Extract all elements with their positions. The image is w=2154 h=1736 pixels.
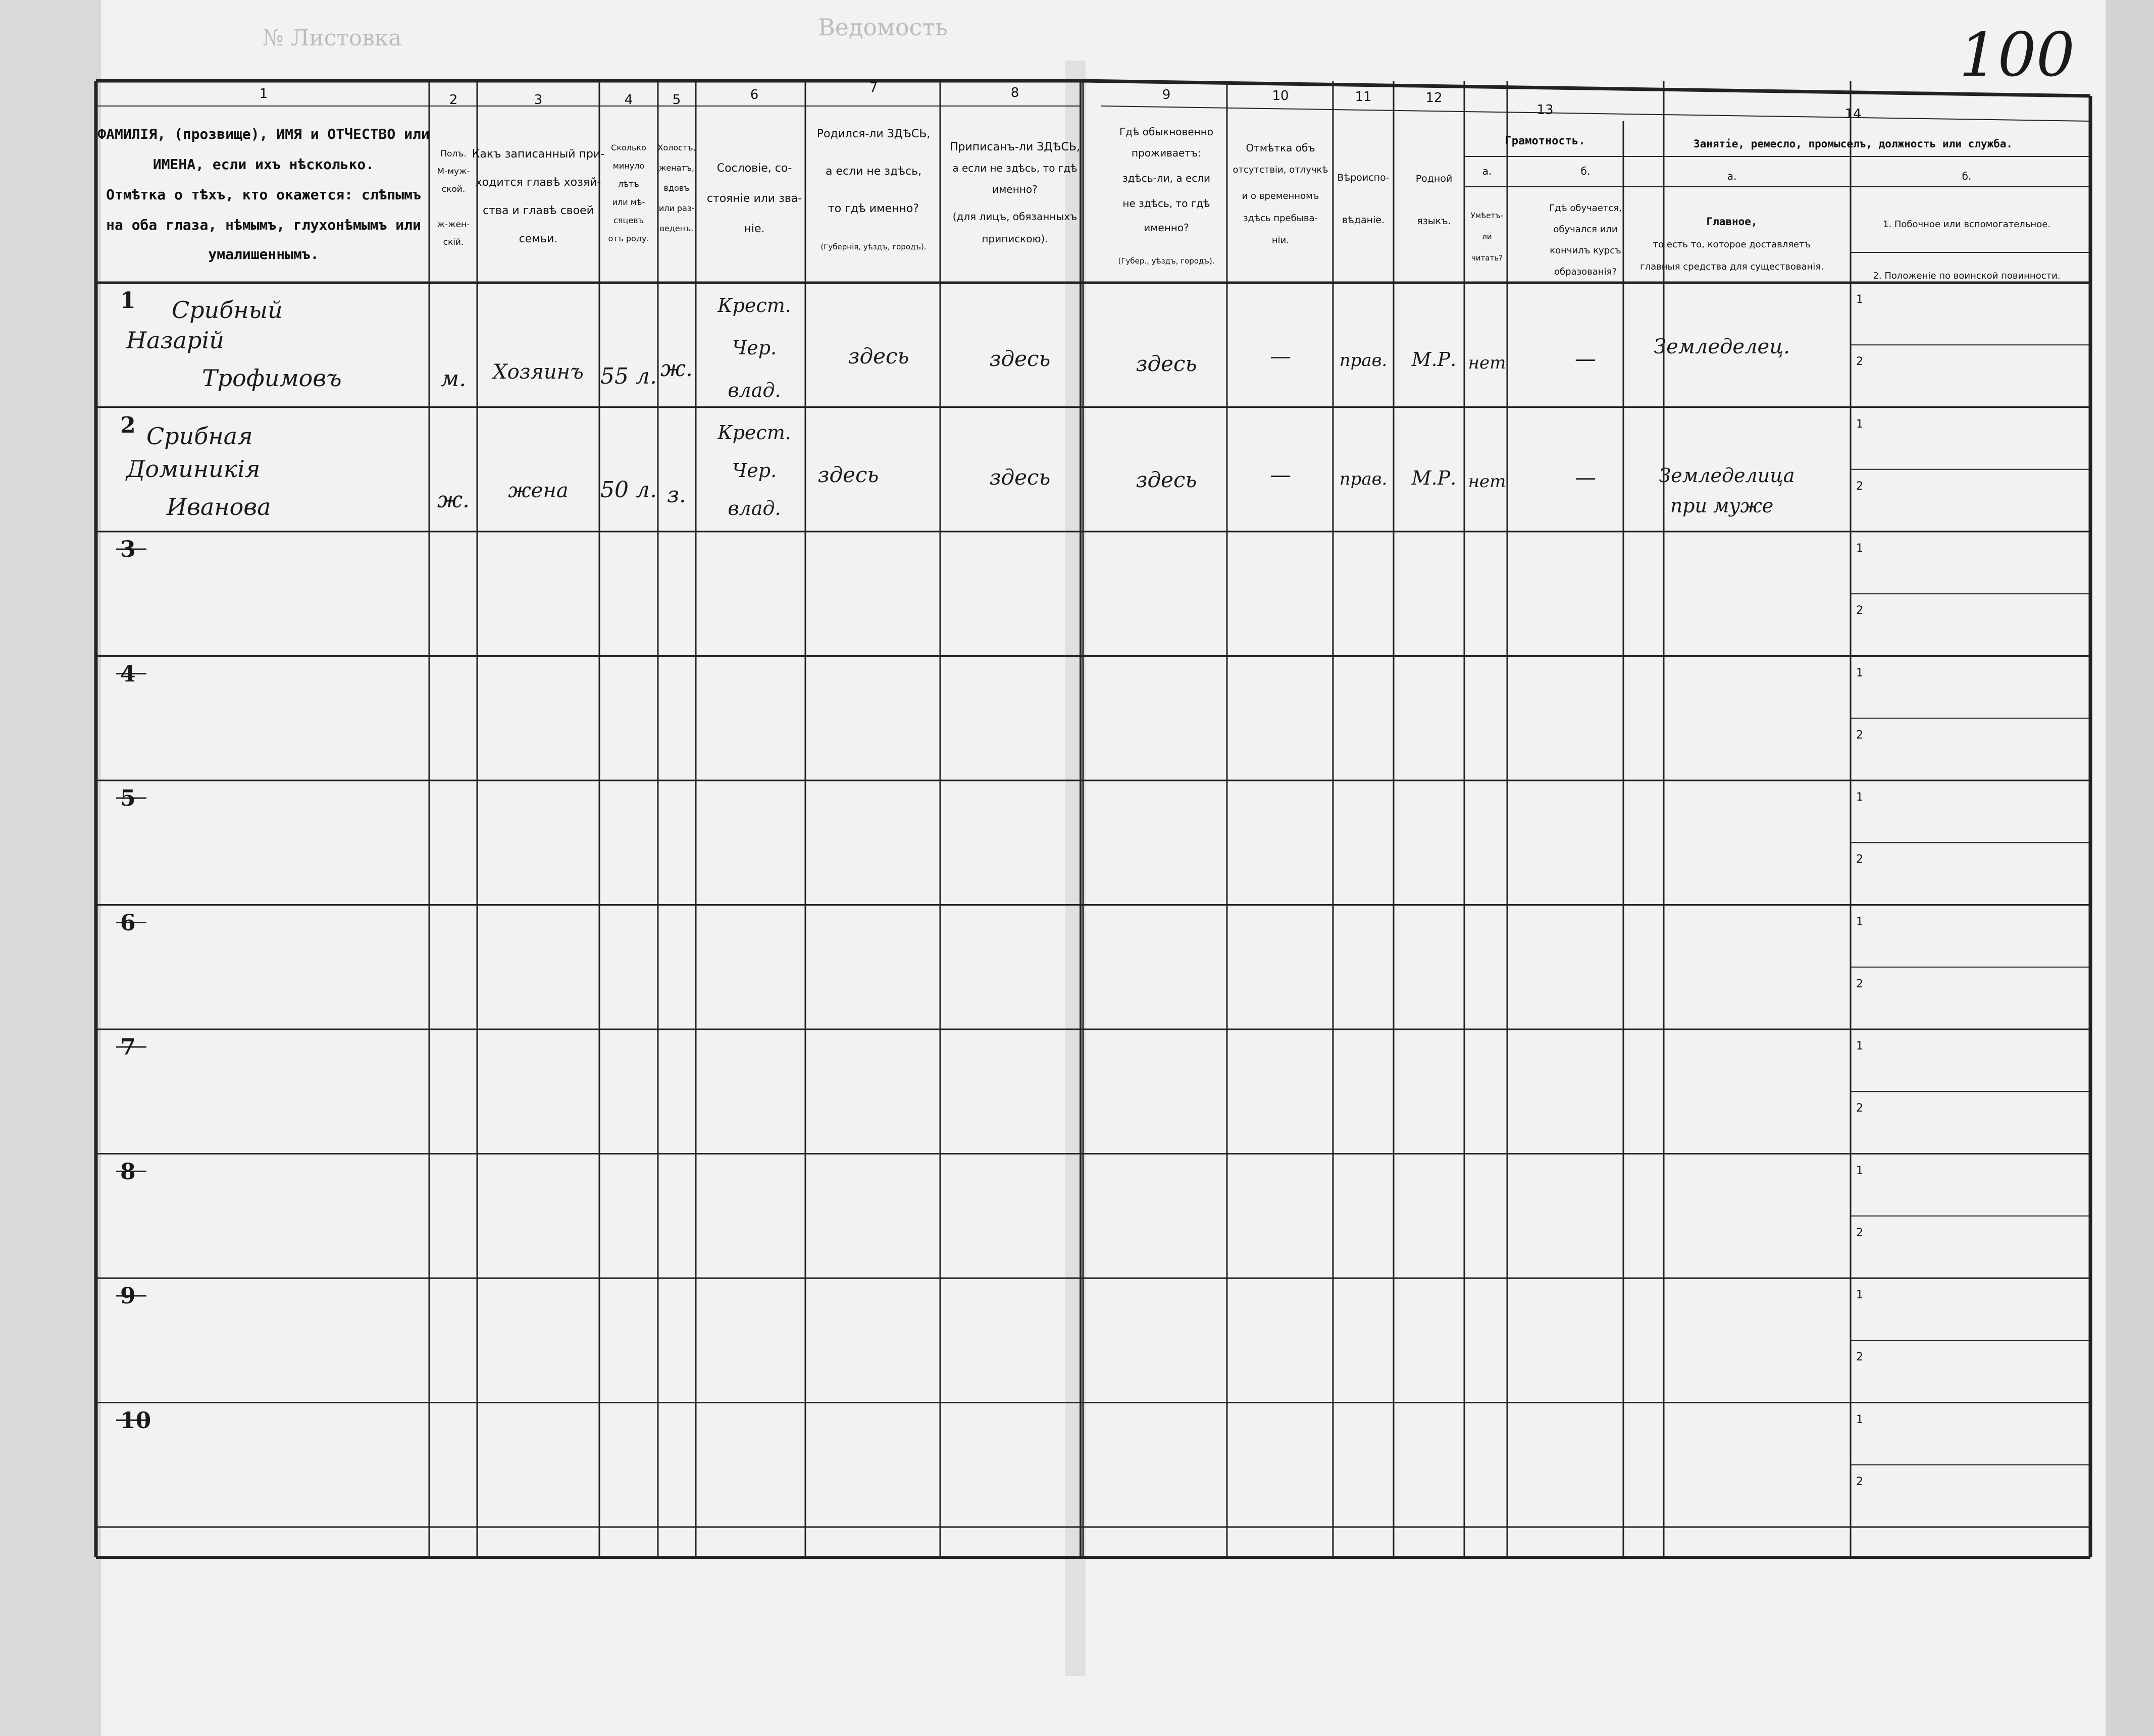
row-sub-label: 2 bbox=[1856, 480, 1863, 493]
column-number: 3 bbox=[534, 92, 543, 108]
surname: Срибная bbox=[146, 423, 253, 450]
relation: Хозяинъ bbox=[493, 360, 584, 384]
svg-text:ли: ли bbox=[1482, 232, 1492, 241]
row-number: 10 bbox=[120, 1408, 151, 1434]
main-occupation: при муже bbox=[1670, 495, 1774, 517]
svg-text:Гдѣ обыкновенно: Гдѣ обыкновенно bbox=[1119, 126, 1214, 138]
residence: здесь bbox=[1136, 467, 1197, 492]
sex: м. bbox=[440, 366, 467, 392]
svg-text:Холостъ,: Холостъ, bbox=[657, 143, 696, 152]
svg-text:или мѣ-: или мѣ- bbox=[612, 197, 645, 207]
column-number: 11 bbox=[1355, 89, 1372, 104]
svg-text:ніе.: ніе. bbox=[744, 223, 765, 235]
column-number: 12 bbox=[1425, 90, 1443, 106]
svg-text:а.: а. bbox=[1727, 170, 1737, 182]
svg-text:проживаетъ:: проживаетъ: bbox=[1132, 147, 1201, 159]
svg-text:не здѣсь, то гдѣ: не здѣсь, то гдѣ bbox=[1122, 197, 1210, 209]
estate-line: Чер. bbox=[732, 337, 777, 359]
left-page-edge bbox=[0, 0, 101, 1736]
education: — bbox=[1575, 346, 1596, 371]
row-sub-label: 1 bbox=[1856, 667, 1863, 679]
right-page-edge bbox=[2106, 0, 2154, 1736]
svg-text:читать?: читать? bbox=[1471, 253, 1503, 262]
column-number: 1 bbox=[259, 86, 268, 101]
patronymic: Трофимовъ bbox=[202, 364, 342, 392]
estate-line: влад. bbox=[728, 497, 781, 519]
svg-text:(Губернія, уѣздъ, городъ).: (Губернія, уѣздъ, городъ). bbox=[820, 242, 927, 251]
svg-text:ИМЕНА, если ихъ нѣсколько.: ИМЕНА, если ихъ нѣсколько. bbox=[152, 156, 375, 173]
svg-text:вдовъ: вдовъ bbox=[663, 183, 690, 193]
row-sub-label: 1 bbox=[1856, 1289, 1863, 1301]
row-number: 2 bbox=[120, 412, 136, 438]
svg-text:б.: б. bbox=[1580, 165, 1591, 177]
bleed-through-number: № Листовка bbox=[263, 25, 402, 51]
svg-text:а если не здѣсь, то гдѣ: а если не здѣсь, то гдѣ bbox=[952, 162, 1078, 174]
svg-text:главныя средства для существов: главныя средства для существованія. bbox=[1640, 261, 1824, 272]
row-sub-label: 1 bbox=[1856, 916, 1863, 928]
svg-text:Какъ записанный при-: Какъ записанный при- bbox=[472, 148, 605, 161]
row-sub-label: 1 bbox=[1856, 791, 1863, 804]
column-number: 6 bbox=[750, 87, 759, 102]
svg-text:Родился-ли ЗДѢСЬ,: Родился-ли ЗДѢСЬ, bbox=[816, 128, 931, 140]
column-number: 10 bbox=[1272, 88, 1289, 103]
svg-text:Родной: Родной bbox=[1415, 173, 1453, 184]
estate-line: Крест. bbox=[717, 422, 791, 444]
svg-text:Приписанъ-ли ЗДѢСЬ,: Приписанъ-ли ЗДѢСЬ, bbox=[950, 141, 1080, 153]
column-number: 13 bbox=[1536, 102, 1554, 118]
marital-status: з. bbox=[667, 482, 686, 508]
row-sub-label: 1 bbox=[1856, 1165, 1863, 1177]
row-number: 8 bbox=[120, 1159, 136, 1185]
svg-text:женатъ,: женатъ, bbox=[658, 163, 695, 173]
row-number: 1 bbox=[120, 288, 136, 313]
svg-text:минуло: минуло bbox=[612, 161, 645, 171]
row-sub-label: 2 bbox=[1856, 1351, 1863, 1363]
surname: Срибный bbox=[172, 296, 283, 324]
row-number: 6 bbox=[120, 910, 136, 936]
column-number: 5 bbox=[672, 92, 681, 108]
column-number: 8 bbox=[1010, 85, 1019, 100]
svg-text:а.: а. bbox=[1482, 165, 1492, 177]
svg-text:то гдѣ именно?: то гдѣ именно? bbox=[828, 202, 919, 215]
svg-text:здѣсь пребыва-: здѣсь пребыва- bbox=[1243, 213, 1318, 224]
svg-text:именно?: именно? bbox=[992, 183, 1038, 195]
svg-text:(Губер., уѣздъ, городъ).: (Губер., уѣздъ, городъ). bbox=[1118, 256, 1215, 266]
svg-text:веденъ.: веденъ. bbox=[659, 224, 694, 233]
svg-text:именно?: именно? bbox=[1144, 222, 1189, 234]
svg-text:Отмѣтка о тѣхъ, кто окажется:: Отмѣтка о тѣхъ, кто окажется: слѣпымъ bbox=[106, 186, 421, 203]
row-sub-label: 1 bbox=[1856, 1413, 1863, 1426]
svg-text:кончилъ курсъ: кончилъ курсъ bbox=[1550, 245, 1621, 256]
svg-text:ской.: ской. bbox=[441, 184, 466, 194]
column-number: 7 bbox=[869, 80, 878, 95]
svg-text:Грамотность.: Грамотность. bbox=[1505, 135, 1585, 147]
svg-text:отсутствіи, отлучкѣ: отсутствіи, отлучкѣ bbox=[1233, 165, 1328, 175]
estate-line: влад. bbox=[728, 379, 781, 401]
row-sub-label: 1 bbox=[1856, 1040, 1863, 1053]
bleed-through-title: Ведомость bbox=[818, 14, 948, 41]
main-occupation: Земледелец. bbox=[1654, 335, 1790, 358]
svg-text:Полъ.: Полъ. bbox=[440, 149, 467, 159]
registered-place: здесь bbox=[989, 346, 1051, 371]
svg-text:сяцевъ: сяцевъ bbox=[613, 216, 644, 225]
sex: ж. bbox=[437, 487, 470, 513]
patronymic: Иванова bbox=[167, 493, 271, 520]
svg-text:ФАМИЛІЯ, (прозвище), ИМЯ и ОТЧ: ФАМИЛІЯ, (прозвище), ИМЯ и ОТЧЕСТВО или bbox=[97, 126, 430, 142]
svg-text:Отмѣтка объ: Отмѣтка объ bbox=[1246, 142, 1315, 154]
native-language: М.Р. bbox=[1411, 467, 1457, 489]
svg-text:Гдѣ обучается,: Гдѣ обучается, bbox=[1549, 203, 1622, 214]
row-sub-label: 1 bbox=[1856, 293, 1863, 306]
given-name: Назарій bbox=[126, 327, 224, 354]
svg-text:Занятіе, ремесло, промыселъ, д: Занятіе, ремесло, промыселъ, должность или служба. bbox=[1693, 138, 2013, 150]
row-number: 4 bbox=[120, 661, 136, 687]
row-sub-label: 1 bbox=[1856, 542, 1863, 555]
row-sub-label: 2 bbox=[1856, 355, 1863, 368]
birthplace: здесь bbox=[848, 344, 909, 369]
svg-text:(для лицъ, обязанныхъ: (для лицъ, обязанныхъ bbox=[952, 211, 1078, 223]
row-sub-label: 2 bbox=[1856, 729, 1863, 742]
svg-text:Главное,: Главное, bbox=[1706, 216, 1758, 228]
age: 55 л. bbox=[600, 363, 657, 389]
svg-text:то есть то, которое доставляет: то есть то, которое доставляетъ bbox=[1653, 239, 1811, 250]
svg-text:Умѣетъ-: Умѣетъ- bbox=[1470, 211, 1504, 220]
estate-line: Чер. bbox=[732, 459, 777, 482]
svg-text:стояніе или зва-: стояніе или зва- bbox=[706, 192, 802, 205]
svg-text:семьи.: семьи. bbox=[519, 233, 558, 245]
absence-note: — bbox=[1270, 344, 1291, 369]
svg-text:лѣтъ: лѣтъ bbox=[618, 179, 639, 189]
row-sub-label: 2 bbox=[1856, 604, 1863, 617]
estate-line: Крест. bbox=[717, 294, 791, 317]
svg-text:образованія?: образованія? bbox=[1554, 267, 1617, 277]
svg-text:здѣсь-ли, а если: здѣсь-ли, а если bbox=[1122, 172, 1211, 184]
age: 50 л. bbox=[600, 477, 657, 503]
row-number: 9 bbox=[120, 1283, 136, 1309]
row-sub-label: 1 bbox=[1856, 418, 1863, 431]
religion: прав. bbox=[1339, 350, 1388, 371]
row-number: 7 bbox=[120, 1034, 136, 1060]
religion: прав. bbox=[1339, 469, 1388, 489]
can-read: нет bbox=[1468, 471, 1506, 492]
svg-text:и о временномъ: и о временномъ bbox=[1242, 191, 1319, 201]
native-language: М.Р. bbox=[1411, 348, 1457, 371]
svg-text:ходится главѣ хозяй-: ходится главѣ хозяй- bbox=[475, 176, 601, 189]
birthplace: здесь bbox=[817, 462, 879, 487]
svg-text:а если не здѣсь,: а если не здѣсь, bbox=[825, 165, 922, 178]
svg-text:Сколько: Сколько bbox=[611, 143, 646, 152]
column-number: 9 bbox=[1162, 87, 1171, 102]
svg-text:умалишеннымъ.: умалишеннымъ. bbox=[208, 246, 319, 262]
row-number: 3 bbox=[120, 537, 136, 562]
marital-status: ж. bbox=[660, 356, 693, 382]
svg-text:б.: б. bbox=[1962, 170, 1972, 182]
svg-text:припискою).: припискою). bbox=[982, 233, 1048, 245]
svg-text:ж-жен-: ж-жен- bbox=[437, 220, 470, 230]
column-number: 2 bbox=[449, 92, 458, 108]
svg-text:ства и главѣ своей: ства и главѣ своей bbox=[483, 204, 594, 217]
svg-text:обучался или: обучался или bbox=[1553, 224, 1618, 235]
row-sub-label: 2 bbox=[1856, 853, 1863, 866]
main-occupation: Земледелица bbox=[1659, 464, 1795, 487]
relation: жена bbox=[508, 479, 569, 502]
row-sub-label: 2 bbox=[1856, 1476, 1863, 1488]
svg-text:языкъ.: языкъ. bbox=[1417, 216, 1451, 227]
svg-text:или раз-: или раз- bbox=[658, 203, 695, 213]
svg-text:ніи.: ніи. bbox=[1271, 235, 1290, 246]
svg-text:2. Положеніе по воинской повин: 2. Положеніе по воинской повинности. bbox=[1873, 271, 2061, 281]
residence: здесь bbox=[1136, 351, 1197, 376]
education: — bbox=[1575, 465, 1596, 490]
svg-text:Вѣроиспо-: Вѣроиспо- bbox=[1337, 172, 1390, 183]
column-number: 14 bbox=[1844, 107, 1862, 122]
svg-text:скій.: скій. bbox=[443, 237, 464, 247]
row-sub-label: 2 bbox=[1856, 978, 1863, 990]
column-number: 4 bbox=[624, 92, 633, 108]
svg-text:Сословіе, со-: Сословіе, со- bbox=[716, 162, 792, 175]
row-sub-label: 2 bbox=[1856, 1102, 1863, 1115]
row-number: 5 bbox=[120, 785, 136, 811]
absence-note: — bbox=[1270, 462, 1291, 487]
svg-text:отъ роду.: отъ роду. bbox=[608, 234, 649, 243]
svg-text:М-муж-: М-муж- bbox=[437, 167, 470, 177]
svg-text:вѣданіе.: вѣданіе. bbox=[1342, 215, 1385, 226]
can-read: нет bbox=[1468, 353, 1506, 373]
svg-text:1. Побочное или вспомогательно: 1. Побочное или вспомогательное. bbox=[1882, 219, 2051, 230]
registered-place: здесь bbox=[989, 465, 1051, 490]
page-number: 100 bbox=[1959, 20, 2075, 90]
svg-text:на оба глаза, нѣмымъ, глухонѣм: на оба глаза, нѣмымъ, глухонѣмымъ или bbox=[106, 217, 421, 233]
given-name: Доминикія bbox=[126, 455, 261, 483]
row-sub-label: 2 bbox=[1856, 1227, 1863, 1239]
